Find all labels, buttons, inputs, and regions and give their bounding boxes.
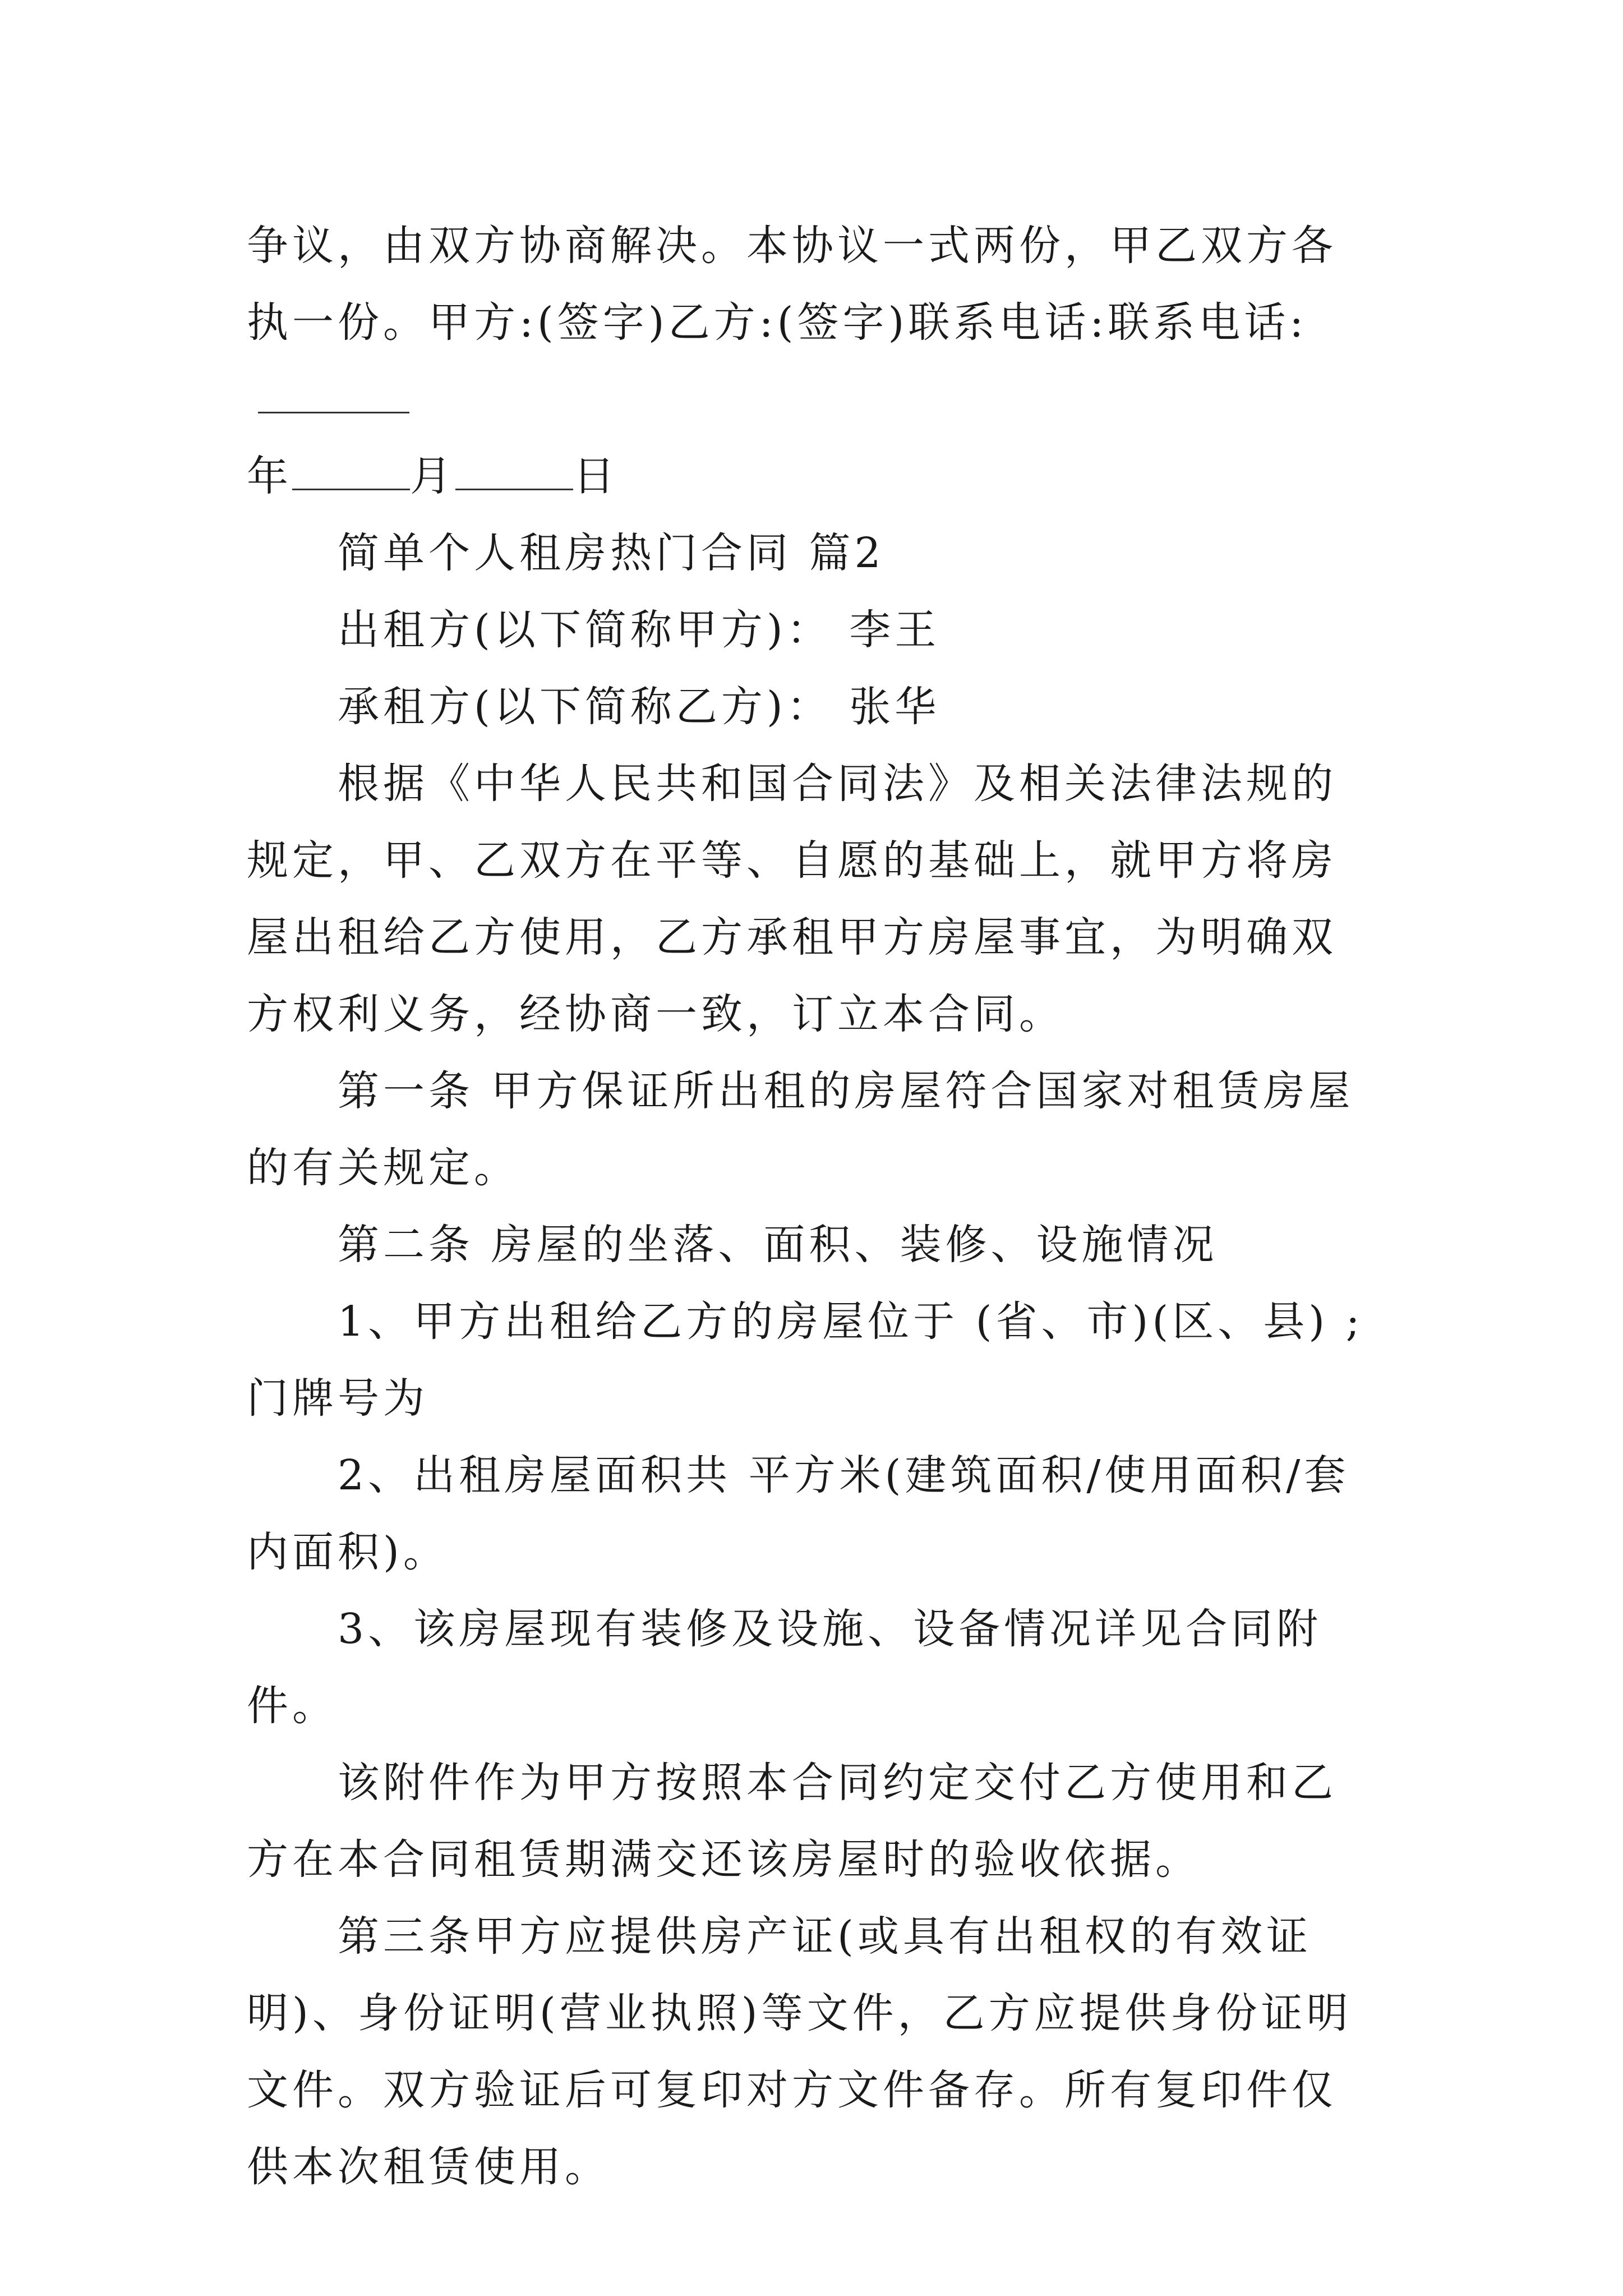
article-3-paragraph: 第三条甲方应提供房产证(或具有出租权的有效证明)、身份证明(营业执照)等文件，乙方应提供身份证明文件。双方验证后可复印对方文件备存。所有复印件仅供本次租赁使用。: [247, 1912, 1352, 2191]
year-label: 年: [247, 452, 292, 500]
preamble-paragraph: 根据《中华人民共和国合同法》及相关法律法规的规定，甲、乙双方在平等、自愿的基础上，就甲方将房屋出租给乙方使用，乙方承租甲方房屋事宜，为明确双方权利义务，经协商一致，订立本合同。: [247, 760, 1337, 1038]
month-label: 月: [410, 452, 455, 500]
article-2-item-1: 1、甲方出租给乙方的房屋位于 (省、市)(区、县) ;门牌号为: [247, 1297, 1364, 1423]
day-label: 日: [573, 452, 619, 500]
lessee-line: 承租方(以下简称乙方)： 张华: [338, 683, 940, 731]
article-2-heading: 第二条 房屋的坐落、面积、装修、设施情况: [338, 1221, 1218, 1269]
lessor-line: 出租方(以下简称甲方)： 李王: [338, 606, 940, 654]
closing-text: 争议，由双方协商解决。本协议一式两份，甲乙双方各执一份。甲方:(签字)乙方:(签字)联系电话:联系电话:: [247, 222, 1337, 347]
article-2-item-2: 2、出租房屋面积共 平方米(建筑面积/使用面积/套内面积)。: [247, 1451, 1350, 1576]
day-blank: [455, 455, 573, 490]
article-2-item-3: 3、该房屋现有装修及设施、设备情况详见合同附件。: [247, 1605, 1322, 1730]
attachment-paragraph: 该附件作为甲方按照本合同约定交付乙方使用和乙方在本合同租赁期满交还该房屋时的验收依据。: [247, 1759, 1337, 1884]
phone-blank: [258, 378, 409, 413]
month-blank: [292, 455, 410, 490]
document-body: [247, 208, 1374, 2206]
article-1-paragraph: 第一条 甲方保证所出租的房屋符合国家对租赁房屋的有关规定。: [247, 1067, 1354, 1192]
section-title: 简单个人租房热门合同 篇2: [338, 529, 885, 577]
paragraph-agreement-closing: [247, 208, 1374, 515]
